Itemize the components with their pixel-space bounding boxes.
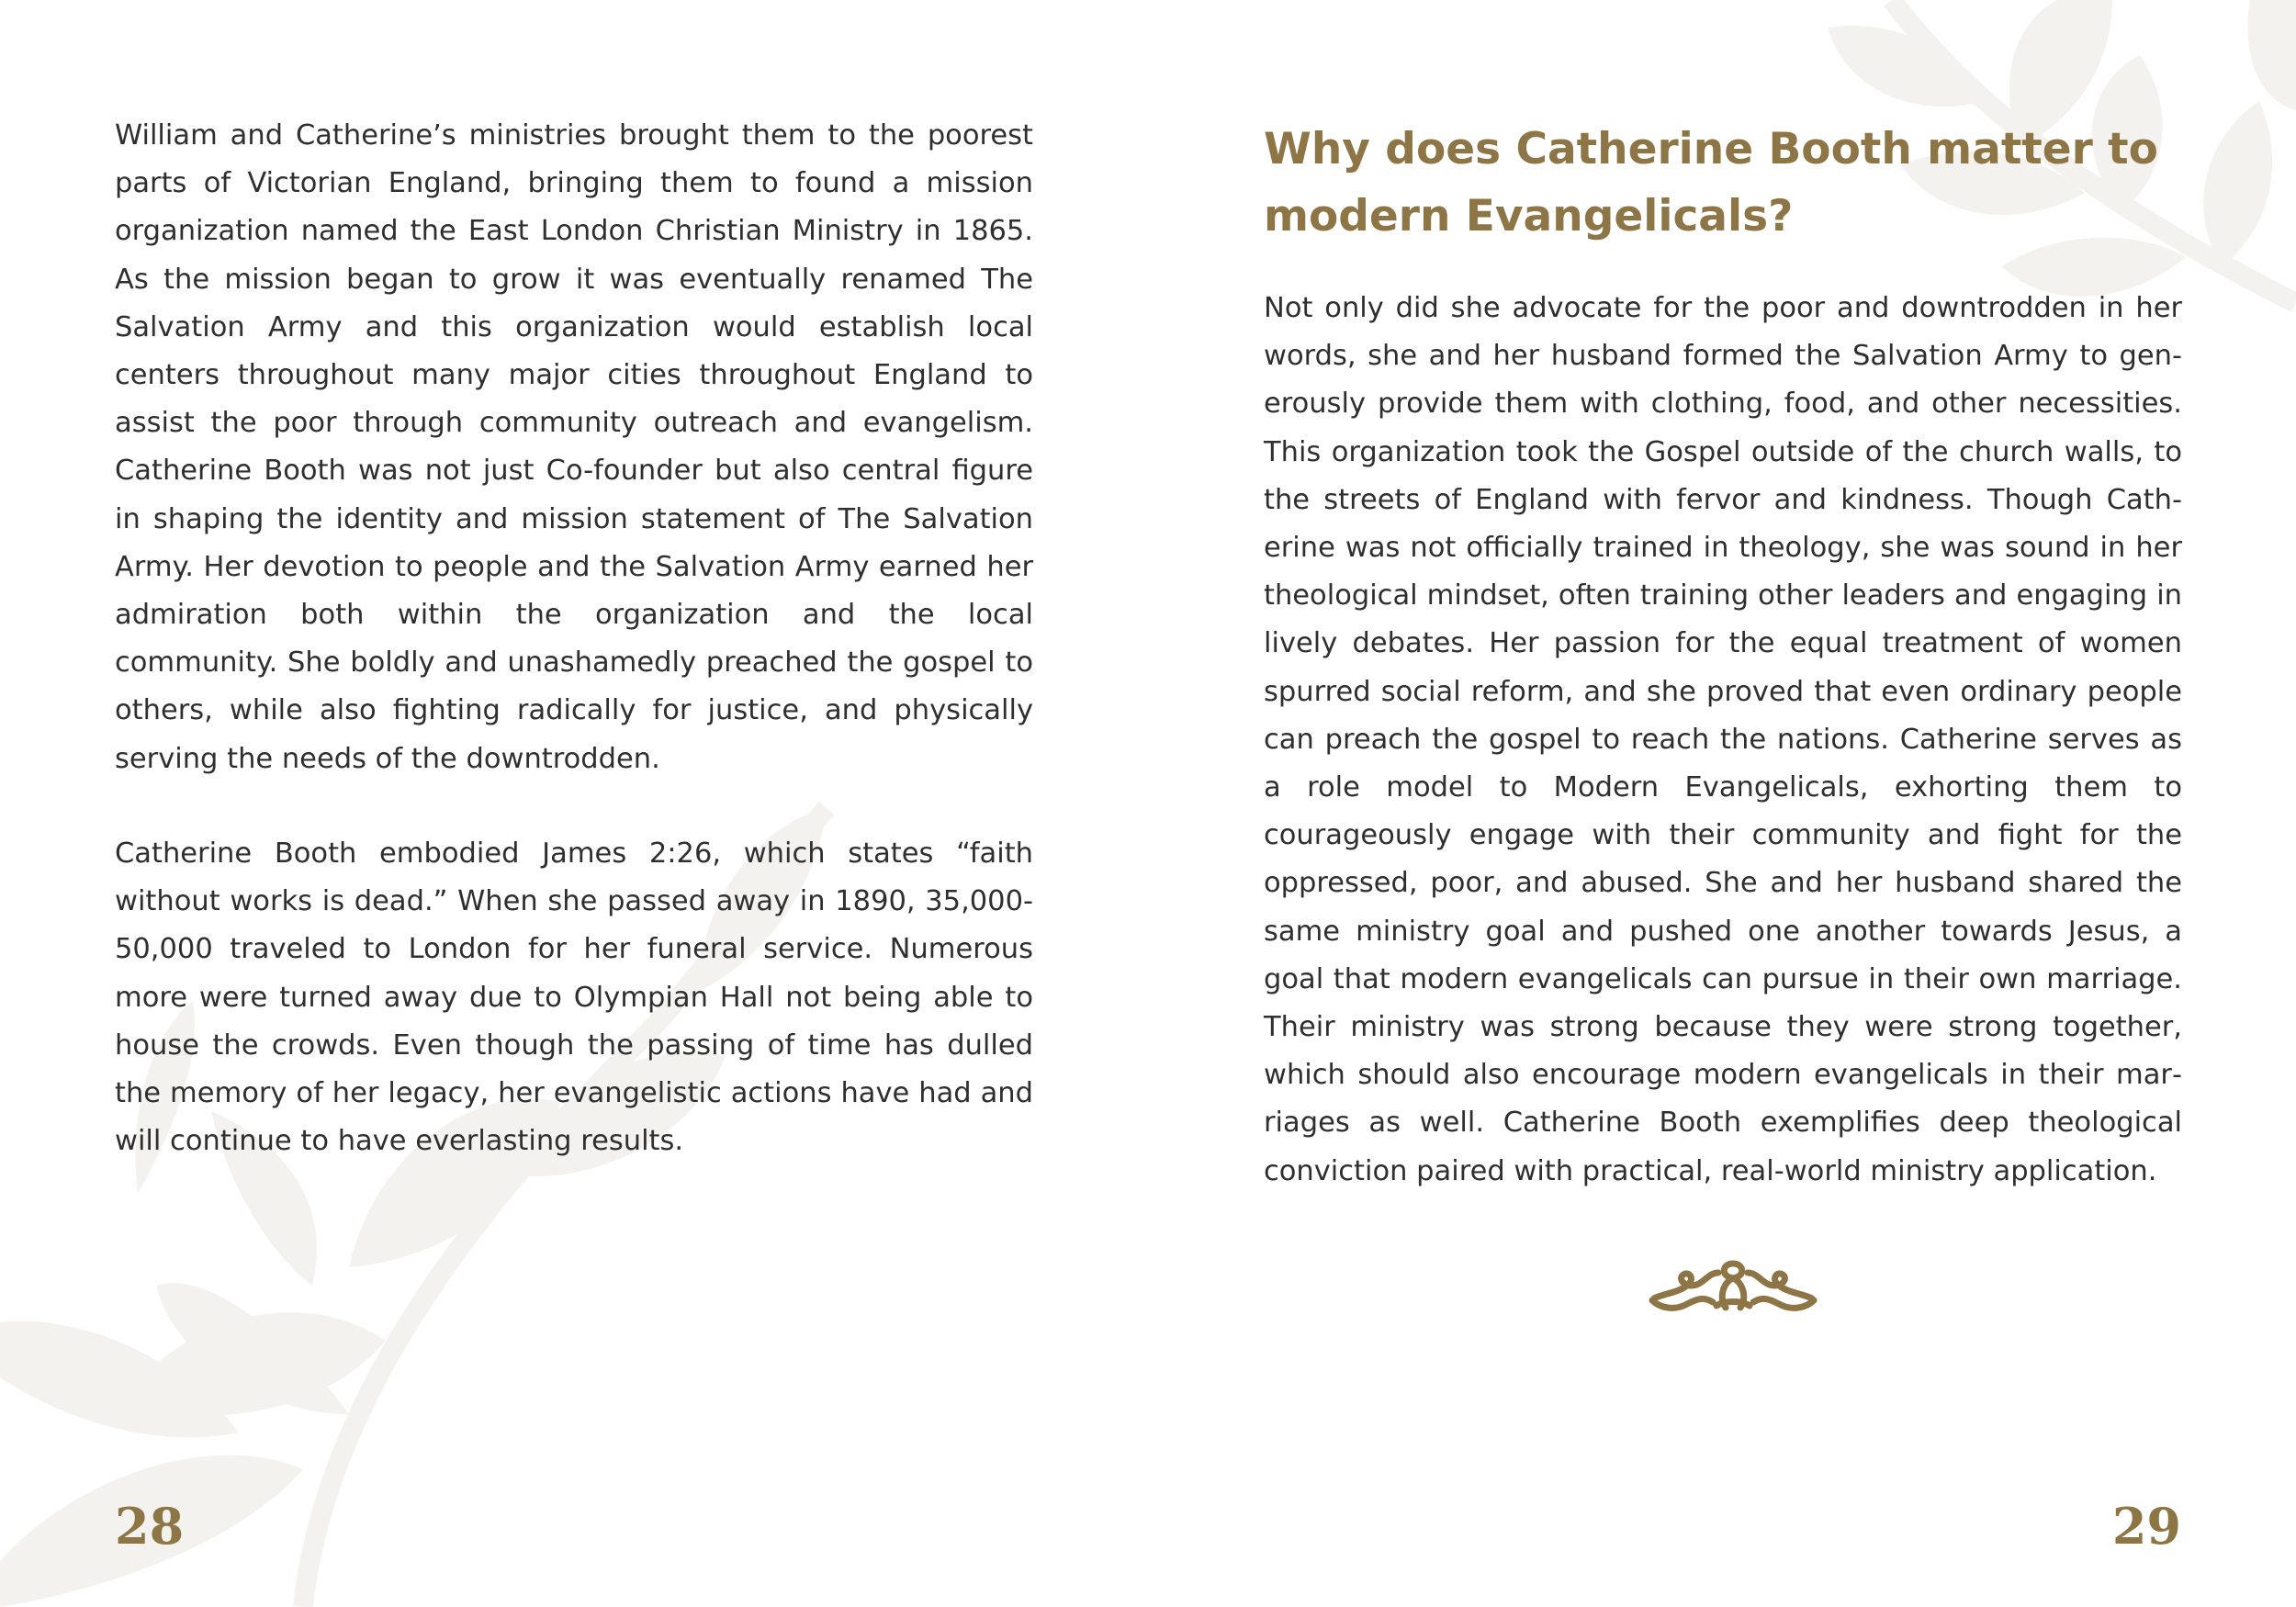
body-paragraph: William and Catherine’s ministries brought them to the poorest parts of Victorian England, bringing them to found a mission organization named the East London Christian Ministry in 1865. As the mission began to grow it was eventually renamed The Salvation Army and this organization would establish local centers throughout many major cities throughout England to assist the poor through community outreach and evangelism. Catherine Booth was not just Co-founder but also central figure in shaping the identity and mission statement of The Salvation Army. Her devotion to people and the Salvation Army earned her admiration both within the organization and the local community. She boldly and unashamedly preached the gospel to others, while also fighting radically for justice, and physically serving the needs of the downtrodden. <box>115 119 1033 775</box>
body-paragraph: Catherine Booth embodied James 2:26, which states “faith without works is dead.” When she passed away in 1890, 35,000-50,000 traveled to London for her funeral service. Numerous more were turned away due to Olympian Hall not being able to house the crowds. Even though the passing of time has dulled the memory of her legacy, her evangelistic actions have had and will continue to have everlasting results. <box>115 837 1033 1158</box>
body-paragraph: Not only did she advocate for the poor and downtrodden in her words, she and her husband formed the Salvation Army to generously provide them with clothing, food, and other necessities. This organization took the Gospel outside of the church walls, to the streets of England with fervor and kindness. Though Catherine was not officially trained in theology, she was sound in her theological mindset, often training other leaders and engaging in lively debates. Her passion for the equal treatment of women spurred social reform, and she proved that even ordinary people can preach the gospel to reach the nations. Catherine serves as a role model to Modern Evangelicals, exhorting them to courageously engage with their community and fight for the oppressed, poor, and abused. She and her husband shared the same ministry goal and pushed one another towards Jesus, a goal that modern evangelicals can pursue in their own marriage. Their ministry was strong because they were strong together, which should also encourage modern evangelicals in their marriages as well. Catherine Booth exemplifies deep theological conviction paired with practical, real-world ministry application. <box>1264 292 2182 1187</box>
section-heading: Why does Catherine Booth matter to modern Evangelicals? <box>1264 124 2158 242</box>
page-number: 29 <box>2111 1497 2181 1556</box>
flourish-ornament-icon <box>1647 1256 1819 1320</box>
page-number: 28 <box>115 1497 185 1556</box>
right-page <box>1148 0 2296 1607</box>
